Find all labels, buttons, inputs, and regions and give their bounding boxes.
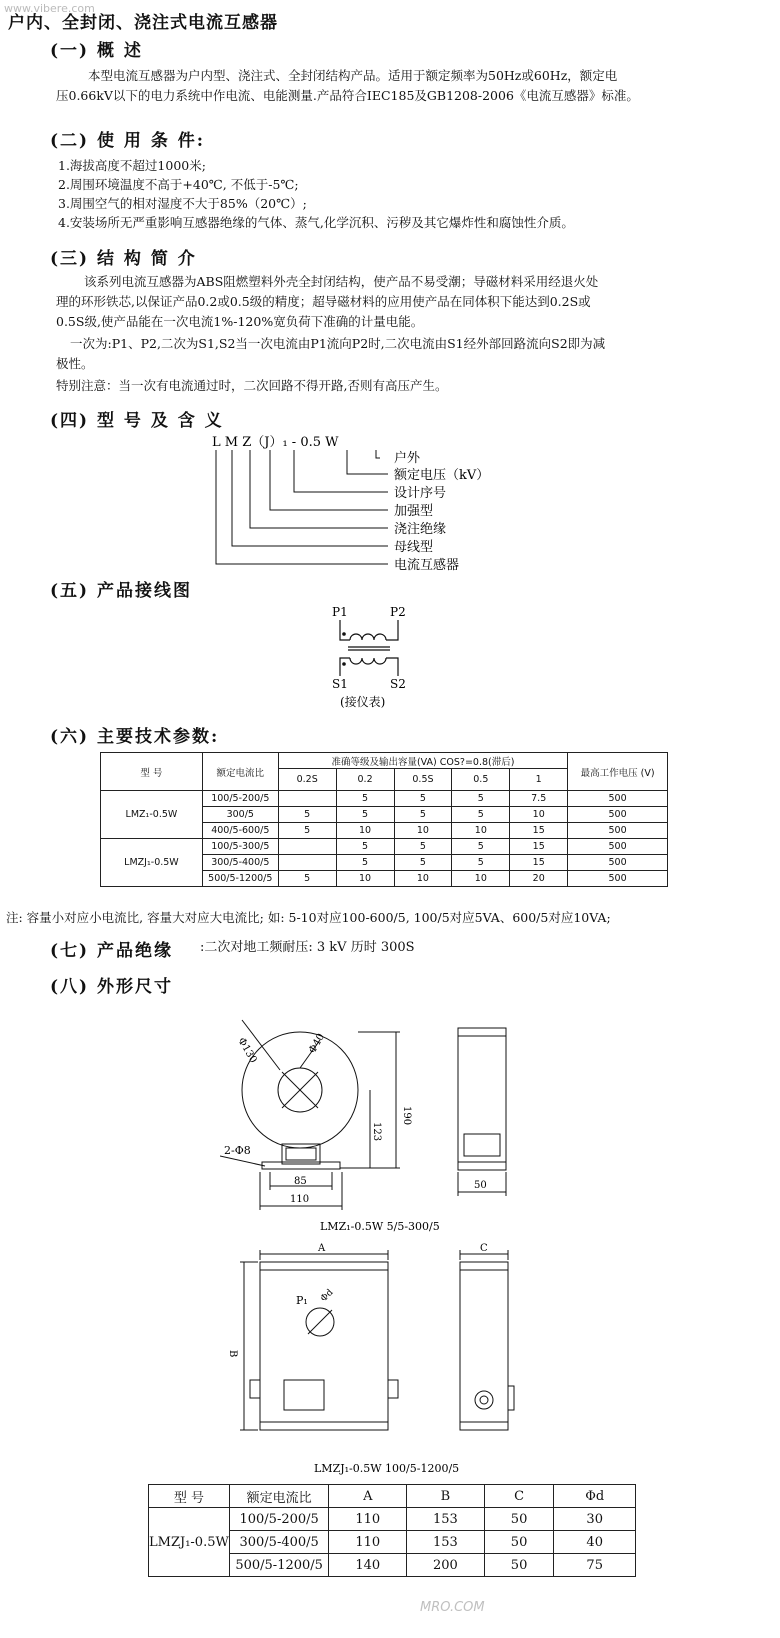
dim-value-cell: 40	[554, 1531, 636, 1554]
dim-header-b: B	[407, 1485, 485, 1508]
dimensions-body	[149, 1508, 636, 1577]
value-cell: 5	[394, 807, 452, 823]
section-4-heading: (四) 型 号 及 含 义	[50, 411, 224, 431]
class-1: 1	[510, 769, 568, 791]
s3-line-6: 特别注意：当一次有电流通过时，二次回路不得开路,否则有高压产生。	[56, 378, 448, 393]
s3-line-2: 理的环形铁芯,以保证产品0.2或0.5级的精度；超导磁材料的应用使产品在同体积下能达到0.2S或	[56, 294, 591, 309]
value-cell: 10	[394, 823, 452, 839]
header-rated-ratio: 额定电流比	[202, 753, 278, 791]
dim-value-cell: 50	[484, 1508, 554, 1531]
value-cell: 5	[336, 839, 394, 855]
value-cell	[278, 839, 336, 855]
dim-header-ratio: 额定电流比	[229, 1485, 329, 1508]
dim-ratio-cell: 300/5-400/5	[229, 1531, 329, 1554]
dim-ratio-cell: 500/5-1200/5	[229, 1554, 329, 1577]
section-5-heading: (五) 产品接线图	[50, 581, 193, 601]
value-cell: 5	[452, 855, 510, 871]
dim-value-cell: 50	[484, 1531, 554, 1554]
outline-drawing-1	[220, 1010, 540, 1240]
dim-header-a: A	[329, 1485, 407, 1508]
value-cell: 7.5	[510, 791, 568, 807]
meaning-current-transformer: 电流互感器	[394, 558, 460, 573]
ratio-cell: 500/5-1200/5	[202, 871, 278, 887]
s1-line-1: 本型电流互感器为户内型、浇注式、全封闭结构产品。适用于额定频率为50Hz或60Hz，额定电	[88, 68, 618, 83]
s3-line-1: 该系列电流互感器为ABS阻燃塑料外壳全封闭结构，使产品不易受潮；导磁材料采用经退火处	[84, 274, 599, 289]
dim-w110: 110	[290, 1194, 310, 1205]
class-0-5s: 0.5S	[394, 769, 452, 791]
meaning-design-number: 设计序号	[394, 486, 447, 501]
value-cell: 500	[568, 839, 668, 855]
dimensions-row	[149, 1508, 636, 1531]
class-0-5: 0.5	[452, 769, 510, 791]
terminal-p2: P2	[390, 605, 406, 619]
dim-a: A	[318, 1243, 326, 1254]
footer-watermark: MRO.COM	[420, 1600, 485, 1615]
ratio-cell: 300/5	[202, 807, 278, 823]
value-cell: 500	[568, 791, 668, 807]
meaning-outdoor: 户外	[394, 451, 421, 466]
dim-h123: 123	[371, 1122, 382, 1142]
value-cell: 5	[394, 839, 452, 855]
class-0-2s: 0.2S	[278, 769, 336, 791]
ratio-cell: 400/5-600/5	[202, 823, 278, 839]
header-accuracy-group: 准确等级及输出容量(VA) COS?=0.8(滞后)	[278, 753, 567, 769]
terminal-s2: S2	[390, 677, 406, 691]
value-cell: 500	[568, 823, 668, 839]
ratio-cell: 100/5-200/5	[202, 791, 278, 807]
meaning-rated-voltage: 额定电压（kV）	[394, 468, 490, 483]
tech-params-table	[100, 752, 668, 887]
dim-value-cell: 153	[407, 1508, 485, 1531]
document-title: 户内、全封闭、浇注式电流互感器	[8, 13, 278, 33]
tech-params-row	[101, 839, 668, 855]
value-cell: 10	[452, 823, 510, 839]
section-3-heading: (三) 结 构 简 介	[50, 249, 197, 269]
value-cell: 10	[336, 871, 394, 887]
dim-value-cell: 110	[329, 1531, 407, 1554]
wiring-caption: (接仪表)	[340, 695, 386, 709]
value-cell: 5	[452, 839, 510, 855]
s2-item-2: 2.周围环境温度不高于+40℃, 不低于-5℃;	[58, 177, 299, 192]
section-6-heading: (六) 主要技术参数:	[50, 727, 220, 747]
dim-value-cell: 30	[554, 1508, 636, 1531]
s3-line-5: 极性。	[56, 356, 94, 371]
terminal-s1: S1	[332, 677, 348, 691]
value-cell: 10	[394, 871, 452, 887]
value-cell: 5	[394, 791, 452, 807]
value-cell: 5	[394, 855, 452, 871]
label-p1: P₁	[296, 1294, 308, 1307]
value-cell: 5	[336, 807, 394, 823]
value-cell: 500	[568, 871, 668, 887]
value-cell: 15	[510, 823, 568, 839]
value-cell: 15	[510, 855, 568, 871]
s1-line-2: 压0.66kV以下的电力系统中作电流、电能测量.产品符合IEC185及GB1208-2006《电流互感器》标准。	[56, 88, 639, 103]
dim-value-cell: 140	[329, 1554, 407, 1577]
value-cell: 500	[568, 855, 668, 871]
dim-phid: Φd	[319, 1287, 336, 1305]
tech-params-row	[101, 791, 668, 807]
value-cell: 5	[278, 871, 336, 887]
s2-item-1: 1.海拔高度不超过1000米;	[58, 158, 206, 173]
s3-line-3: 0.5S级,使产品能在一次电流1%-120%宽负荷下准确的计量电能。	[56, 314, 424, 329]
dim-b: B	[227, 1350, 238, 1358]
dim-c: C	[480, 1243, 488, 1254]
dim-h190: 190	[401, 1106, 412, 1126]
dim-w50: 50	[474, 1180, 487, 1191]
value-cell: 5	[278, 807, 336, 823]
dim-value-cell: 110	[329, 1508, 407, 1531]
value-cell: 15	[510, 839, 568, 855]
ratio-cell: 100/5-300/5	[202, 839, 278, 855]
meaning-bus-type: 母线型	[394, 540, 434, 555]
section-8-heading: (八) 外形尺寸	[50, 977, 174, 997]
model-cell: LMZJ₁-0.5W	[101, 839, 203, 887]
dim-model-cell: LMZJ₁-0.5W	[149, 1508, 230, 1577]
value-cell: 5	[336, 791, 394, 807]
fig2-caption: LMZJ₁-0.5W 100/5-1200/5	[314, 1462, 460, 1475]
s2-item-4: 4.安装场所无严重影响互感器绝缘的气体、蒸气,化学沉积、污秽及其它爆炸性和腐蚀性介质。	[58, 215, 574, 230]
dim-ratio-cell: 100/5-200/5	[229, 1508, 329, 1531]
tech-params-note: 注: 容量小对应小电流比, 容量大对应大电流比; 如: 5-10对应100-600/5, 100/5对应5VA、600/5对应10VA;	[6, 910, 611, 925]
section-2-heading: (二) 使 用 条 件:	[50, 131, 206, 151]
terminal-p1: P1	[332, 605, 348, 619]
header-type: 型 号	[101, 753, 203, 791]
value-cell: 5	[452, 807, 510, 823]
value-cell	[278, 855, 336, 871]
value-cell: 5	[452, 791, 510, 807]
dim-header-type: 型 号	[149, 1485, 230, 1508]
model-code-diagram	[200, 430, 520, 580]
tech-params-body	[101, 791, 668, 887]
dim-value-cell: 200	[407, 1554, 485, 1577]
insulation-text: :二次对地工频耐压: 3 kV 历时 300S	[200, 940, 415, 955]
site-watermark: www.vibere.com	[4, 2, 95, 15]
meaning-cast-insulation: 浇注绝缘	[394, 522, 447, 537]
model-code: L M Z（J）₁ - 0.5 W	[212, 435, 339, 450]
dim-header-phid: Φd	[554, 1485, 636, 1508]
value-cell	[278, 791, 336, 807]
meaning-reinforced: 加强型	[394, 504, 434, 519]
value-cell: 5	[278, 823, 336, 839]
class-0-2: 0.2	[336, 769, 394, 791]
value-cell: 500	[568, 807, 668, 823]
model-cell: LMZ₁-0.5W	[101, 791, 203, 839]
ratio-cell: 300/5-400/5	[202, 855, 278, 871]
value-cell: 10	[336, 823, 394, 839]
header-max-voltage: 最高工作电压 (V)	[568, 753, 668, 791]
dimensions-table	[148, 1484, 636, 1577]
dim-d130: Φ130	[235, 1036, 259, 1066]
section-1-heading: (一) 概 述	[50, 41, 143, 61]
dim-holes: 2-Φ8	[224, 1144, 251, 1157]
value-cell: 20	[510, 871, 568, 887]
outline-drawing-2	[220, 1240, 540, 1480]
fig1-caption: LMZ₁-0.5W 5/5-300/5	[320, 1220, 440, 1233]
dim-value-cell: 50	[484, 1554, 554, 1577]
dim-d40: Φ40	[307, 1031, 328, 1056]
value-cell: 5	[336, 855, 394, 871]
s3-line-4: 一次为:P1、P2,二次为S1,S2当一次电流由P1流向P2时,二次电流由S1经外部回路流向S2即为减	[70, 336, 606, 351]
dim-value-cell: 153	[407, 1531, 485, 1554]
s2-item-3: 3.周围空气的相对湿度不大于85%（20℃）;	[58, 196, 307, 211]
wiring-diagram	[320, 600, 430, 710]
value-cell: 10	[510, 807, 568, 823]
value-cell: 10	[452, 871, 510, 887]
dim-w85: 85	[294, 1176, 307, 1187]
dim-value-cell: 75	[554, 1554, 636, 1577]
section-7-heading: (七) 产品绝缘	[50, 941, 174, 961]
dim-header-c: C	[484, 1485, 554, 1508]
